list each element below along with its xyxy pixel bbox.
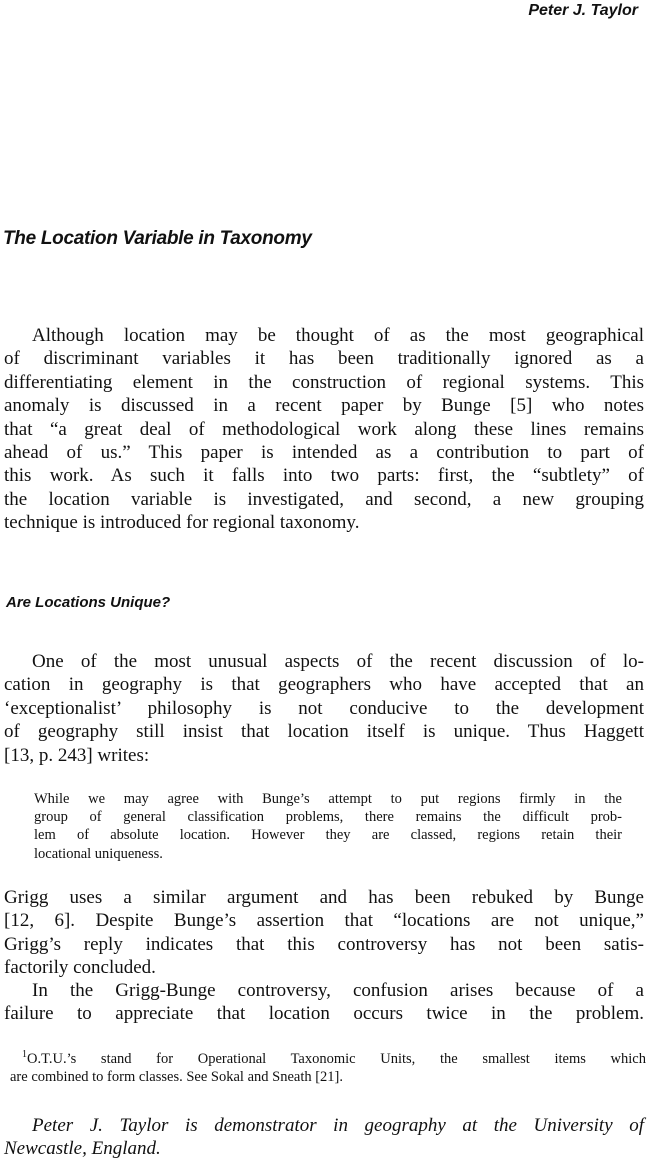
text-line: [13, p. 243] writes: <box>4 744 150 766</box>
block-quote <box>34 790 622 863</box>
text-line: Grigg uses a similar argument and has been rebuked by Bunge <box>4 887 644 908</box>
section-heading: Are Locations Unique? <box>6 594 171 611</box>
running-head-author: Peter J. Taylor <box>528 2 638 19</box>
author-note-line: Peter J. Taylor is demonstrator in geography at the University of <box>32 1115 644 1136</box>
author-note <box>4 1114 644 1161</box>
quote-line: locational uniqueness. <box>34 845 163 862</box>
footnote <box>10 1050 646 1086</box>
text-line: differentiating element in the construction of regional systems. This <box>4 371 644 393</box>
section-paragraph-2 <box>4 886 644 980</box>
quote-line: While we may agree with Bunge’s attempt to put regions firmly in the <box>34 791 622 807</box>
text-line: technique is introduced for regional taxonomy. <box>4 512 360 534</box>
text-line: factorily concluded. <box>4 957 156 979</box>
intro-paragraph <box>4 324 644 535</box>
text-line: of discriminant variables it has been traditionally ignored as a <box>4 348 644 370</box>
author-note-line: Newcastle, England. <box>4 1138 161 1160</box>
section-paragraph-1 <box>4 650 644 767</box>
footnote-line: O.T.U.’s stand for Operational Taxonomic Units, the smallest items which <box>27 1051 646 1067</box>
text-line: Grigg’s reply indicates that this controversy has not been satis- <box>4 933 644 955</box>
text-line: cation in geography is that geographers who have accepted that an <box>4 674 644 696</box>
quote-line: group of general classification problems, there remains the difficult prob- <box>34 809 622 826</box>
article-title: The Location Variable in Taxonomy <box>3 228 312 249</box>
text-line: anomaly is discussed in a recent paper by Bunge [5] who notes <box>4 395 644 417</box>
text-line: ahead of us.” This paper is intended as a contribution to part of <box>4 442 644 464</box>
text-line: that “a great deal of methodological work along these lines remains <box>4 418 644 440</box>
text-line: ‘exceptionalist’ philosophy is not conducive to the development <box>4 697 644 719</box>
text-line: One of the most unusual aspects of the recent discussion of lo- <box>32 651 644 672</box>
section-paragraph-3 <box>4 979 644 1026</box>
footnote-marker: 1 <box>22 1049 27 1061</box>
text-line: this work. As such it falls into two parts: first, the “subtlety” of <box>4 465 644 487</box>
text-line: [12, 6]. Despite Bunge’s assertion that “locations are not unique,” <box>4 910 644 932</box>
text-line: the location variable is investigated, and second, a new grouping <box>4 488 644 510</box>
text-line: of geography still insist that location itself is unique. Thus Haggett <box>4 721 644 743</box>
quote-line: lem of absolute location. However they are classed, regions retain their <box>34 827 622 844</box>
footnote-line: are combined to form classes. See Sokal and Sneath [21]. <box>10 1069 344 1085</box>
text-line: In the Grigg-Bunge controversy, confusion arises because of a <box>32 980 644 1001</box>
text-line: Although location may be thought of as the most geographical <box>32 325 644 346</box>
text-line: failure to appreciate that location occurs twice in the problem. <box>4 1003 644 1025</box>
